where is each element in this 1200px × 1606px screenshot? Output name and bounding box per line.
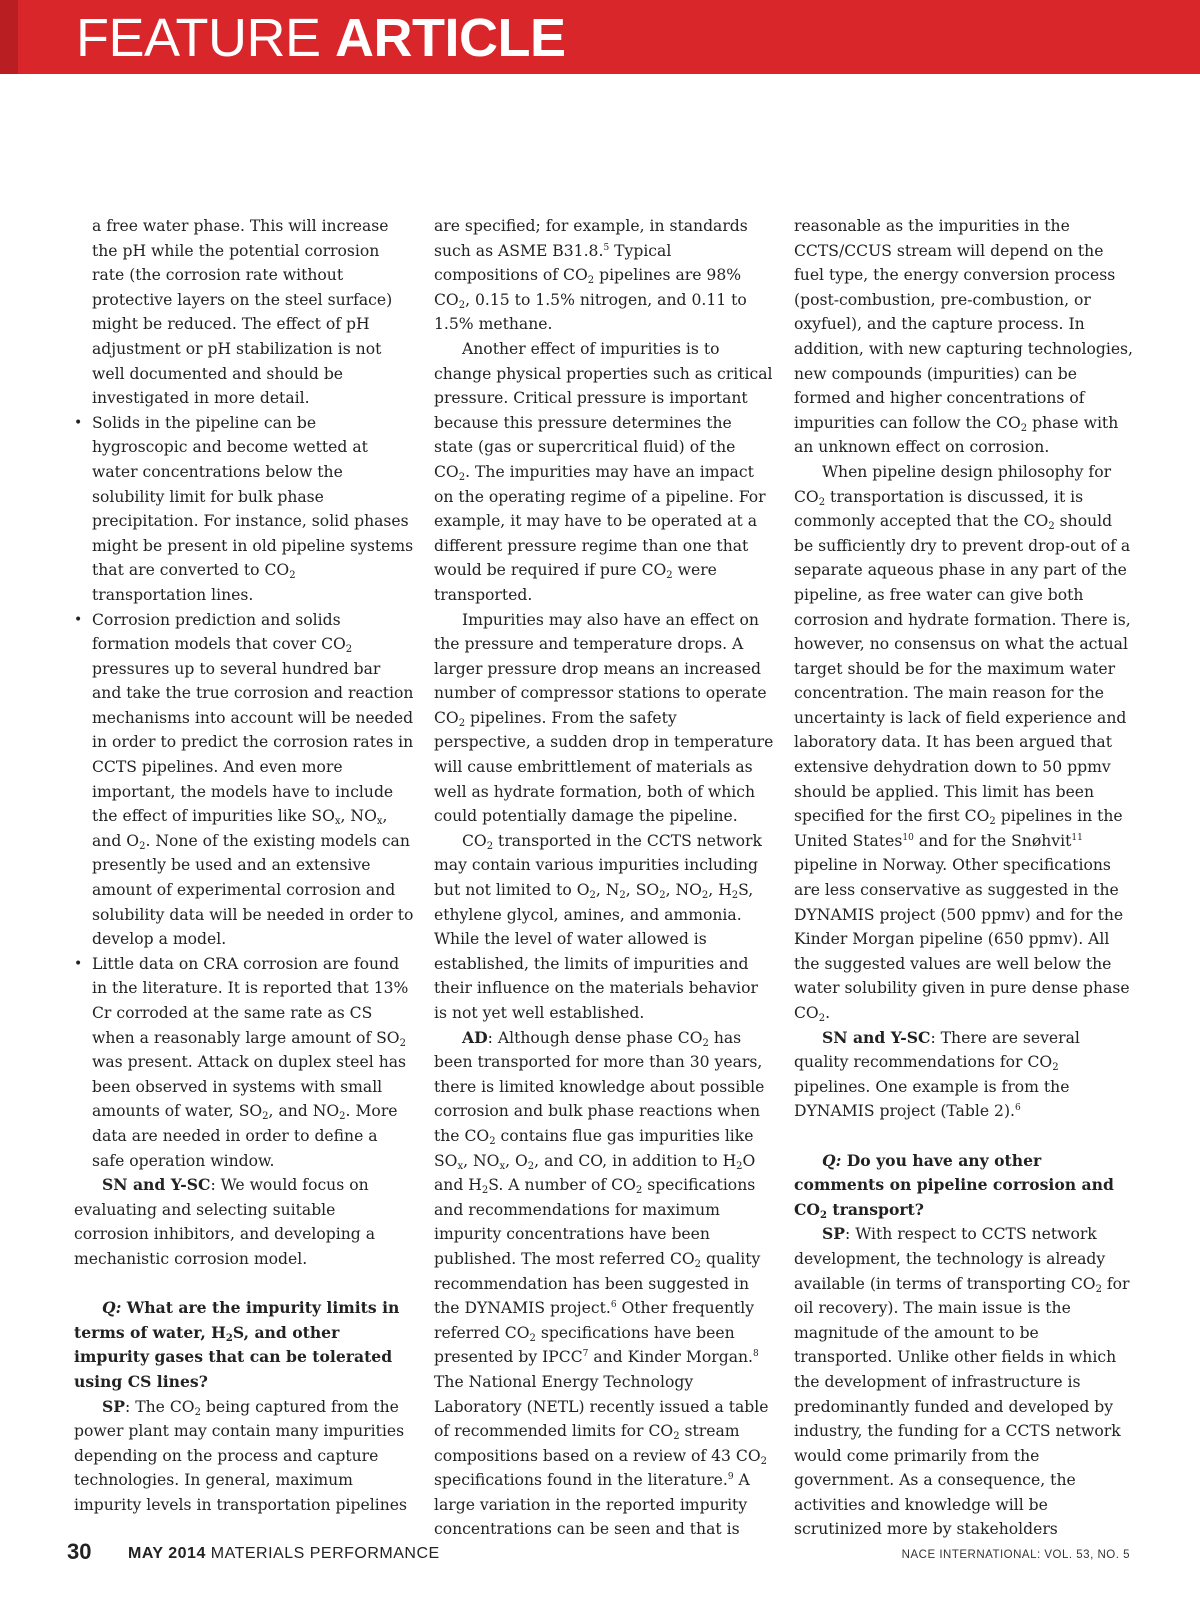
reference-marker: 6 <box>610 1300 617 1311</box>
magazine-name: MATERIALS PERFORMANCE <box>210 1545 440 1562</box>
reference-marker: 10 <box>902 832 914 843</box>
issue-date: MAY 2014 <box>128 1545 206 1562</box>
magazine-folio <box>128 1545 440 1563</box>
speaker-label: SN and Y-SC <box>102 1175 211 1195</box>
reference-marker: 11 <box>1071 832 1083 843</box>
banner-stripe <box>0 0 18 74</box>
bullet-item: • Solids in the pipeline can be hygroscopic and become wetted at water concentrations below the solubility limit for bulk phase precipitation. For instance, solid phases might be present in old pipeline systems that are converted to $CO_2$ transportation lines. <box>74 411 414 608</box>
paragraph: are specified; for example, in standards such as ASME B31.8.$^5$ Typical compositions of $CO_2$ pipelines are 98% $CO_2$, 0.15 to 1.5% nitrogen, and 0.11 to 1.5% methane. <box>434 217 748 334</box>
header-banner <box>0 0 1200 74</box>
question-heading: Q: What are the impurity limits in terms of water, $H_2S$, and other impurity gases that can be tolerated using CS lines? <box>74 1298 400 1391</box>
question-heading: Q: Do you have any other comments on pipeline corrosion and $CO_2$ transport? <box>794 1150 1114 1221</box>
answer-paragraph: SP: The $CO_2$ being captured from the power plant may contain many impurities depending on the process and capture technologies. In general, maximum impurity levels in transportation pipelines <box>74 1396 407 1514</box>
paragraph: a free water phase. This will increase the pH while the potential corrosion rate (the corrosion rate without protective layers on the steel surface) might be reduced. The effect of pH adjustment or pH stabilization is not well documented and should be investigated in more detail. <box>92 217 393 408</box>
publisher-info <box>902 1549 1130 1561</box>
spacer <box>74 1272 414 1297</box>
section-title <box>76 8 566 68</box>
speaker-label: SN and Y-SC <box>822 1027 931 1047</box>
publisher-name: NACE INTERNATIONAL: <box>901 1549 1041 1561</box>
paragraph: Another effect of impurities is to change physical properties such as critical pressure. Critical pressure is important because this pressure determines the state (gas or supercritical fluid) of the $CO_2$. The impurities may have an impact on the operating regime of a pipeline. For example, it may have to be operated at a different pressure regime than one that would be required if pure $CO_2$ were transported. <box>434 339 773 604</box>
bullet-item: • Little data on CRA corrosion are found in the literature. It is reported that 13% Cr corroded at the same rate as CS when a reasonably large amount of $SO_2$ was present. Attack on duplex steel has been observed in systems with small amounts of water, $SO_2$, and $NO_2$. More data are needed in order to define a safe operation window. <box>74 952 414 1173</box>
paragraph: reasonable as the impurities in the CCTS/CCUS stream will depend on the fuel type, the energy conversion process (post-combustion, pre-combustion, or oxyfuel), and the capture process. In addition, with new capturing technologies, new compounds (impurities) can be formed and higher concentrations of impurities can follow the $CO_2$ phase with an unknown effect on corrosion. <box>794 217 1134 457</box>
section-title-bold: ARTICLE <box>335 8 566 68</box>
answer-paragraph: SN and Y-SC: There are several quality recommendations for $CO_2$ pipelines. One example is from the DYNAMIS project (Table 2).$^6$ <box>794 1027 1080 1121</box>
paragraph: When pipeline design philosophy for $CO_2$ transportation is discussed, it is commonly accepted that the $CO_2$ should be sufficiently dry to prevent drop-out of a separate aqueous phase in any part of the pipeline, as free water can give both corrosion and hydrate formation. There is, however, no consensus on what the actual target should be for the maximum water concentration. The main reason for the uncertainty is lack of field experience and laboratory data. It has been argued that extensive dehydration down to 50 ppmv should be applied. This limit has been specified for the first $CO_2$ pipelines in the United States$^{10}$ and for the Snøhvit$^{11}$ pipeline in Norway. Other specifications are less conservative as suggested in the DYNAMIS project (500 ppmv) and for the Kinder Morgan pipeline (650 ppmv). All the suggested values are well below the water solubility given in pure dense phase $CO_2$. <box>794 462 1131 1024</box>
answer-paragraph: SP: With respect to CCTS network development, the technology is already available (in terms of transporting $CO_2$ for oil recovery). The main issue is the magnitude of the amount to be transported. Unlike other fields in which the development of infrastructure is predominantly funded and developed by industry, the funding for a CCTS network would come primarily from the government. As a consequence, the activities and knowledge will be scrutinized more by stakeholders <box>794 1224 1130 1539</box>
paragraph: $CO_2$ transported in the CCTS network may contain various impurities including but not limited to $O_2$, $N_2$, $SO_2$, $NO_2$, $H_2S$, ethylene glycol, amines, and ammonia. While the level of water allowed is established, the limits of impurities and their influence on the materials behavior is not yet well established. <box>434 831 762 1022</box>
page-number: 30 <box>67 1539 92 1564</box>
reference-marker: 8 <box>753 1349 759 1360</box>
bullet-item: • Corrosion prediction and solids formation models that cover $CO_2$ pressures up to several hundred bar and take the true corrosion and reaction mechanisms into account will be needed in order to predict the corrosion rates in CCTS pipelines. And even more important, the models have to include the effect of impurities like $SO_x$, $NO_x$, and $O_2$. None of the existing models can presently be used and an extensive amount of experimental corrosion and solubility data will be needed in order to develop a model. <box>74 608 414 952</box>
reference-marker: 5 <box>603 242 610 253</box>
article-column-1 <box>74 214 414 1517</box>
article-column-3 <box>794 214 1134 1542</box>
reference-marker: 7 <box>582 1349 589 1360</box>
reference-marker: 9 <box>727 1472 734 1483</box>
answer-paragraph: AD: Although dense phase $CO_2$ has been transported for more than 30 years, there is limited knowledge about possible corrosion and bulk phase reactions when the $CO_2$ contains flue gas impurities like $SO_x$, $NO_x$, $O_2$, and CO, in addition to $H_2O$ and $H_2S$. A number of $CO_2$ specifications and recommendations for maximum impurity concentrations have been published. The most referred $CO_2$ quality recommendation has been suggested in the DYNAMIS project.$^6$ Other frequently referred $CO_2$ specifications have been presented by IPCC$^7$ and Kinder Morgan.$^8$ The National Energy Technology Laboratory (NETL) recently issued a table of recommended limits for $CO_2$ stream compositions based on a review of 43 $CO_2$ specifications found in the literature.$^9$ A large variation in the reported impurity concentrations can be seen and that is <box>434 1027 769 1539</box>
paragraph: Impurities may also have an effect on the pressure and temperature drops. A larger pressure drop means an increased number of compressor stations to operate $CO_2$ pipelines. From the safety perspective, a sudden drop in temperature will cause embrittlement of materials as well as hydrate formation, both of which could potentially damage the pipeline. <box>434 610 774 826</box>
reference-marker: 6 <box>1015 1103 1021 1114</box>
speaker-label: SP <box>822 1224 845 1244</box>
article-column-2 <box>434 214 774 1542</box>
speaker-label: SP <box>102 1396 125 1416</box>
volume-info: VOL. 53, NO. 5 <box>1044 1549 1130 1561</box>
speaker-label: AD <box>462 1027 488 1047</box>
spacer <box>794 1124 1134 1149</box>
section-title-light: FEATURE <box>76 8 321 68</box>
answer-paragraph: SN and Y-SC: We would focus on evaluating and selecting suitable corrosion inhibitors, and developing a mechanistic corrosion model. <box>74 1175 376 1268</box>
